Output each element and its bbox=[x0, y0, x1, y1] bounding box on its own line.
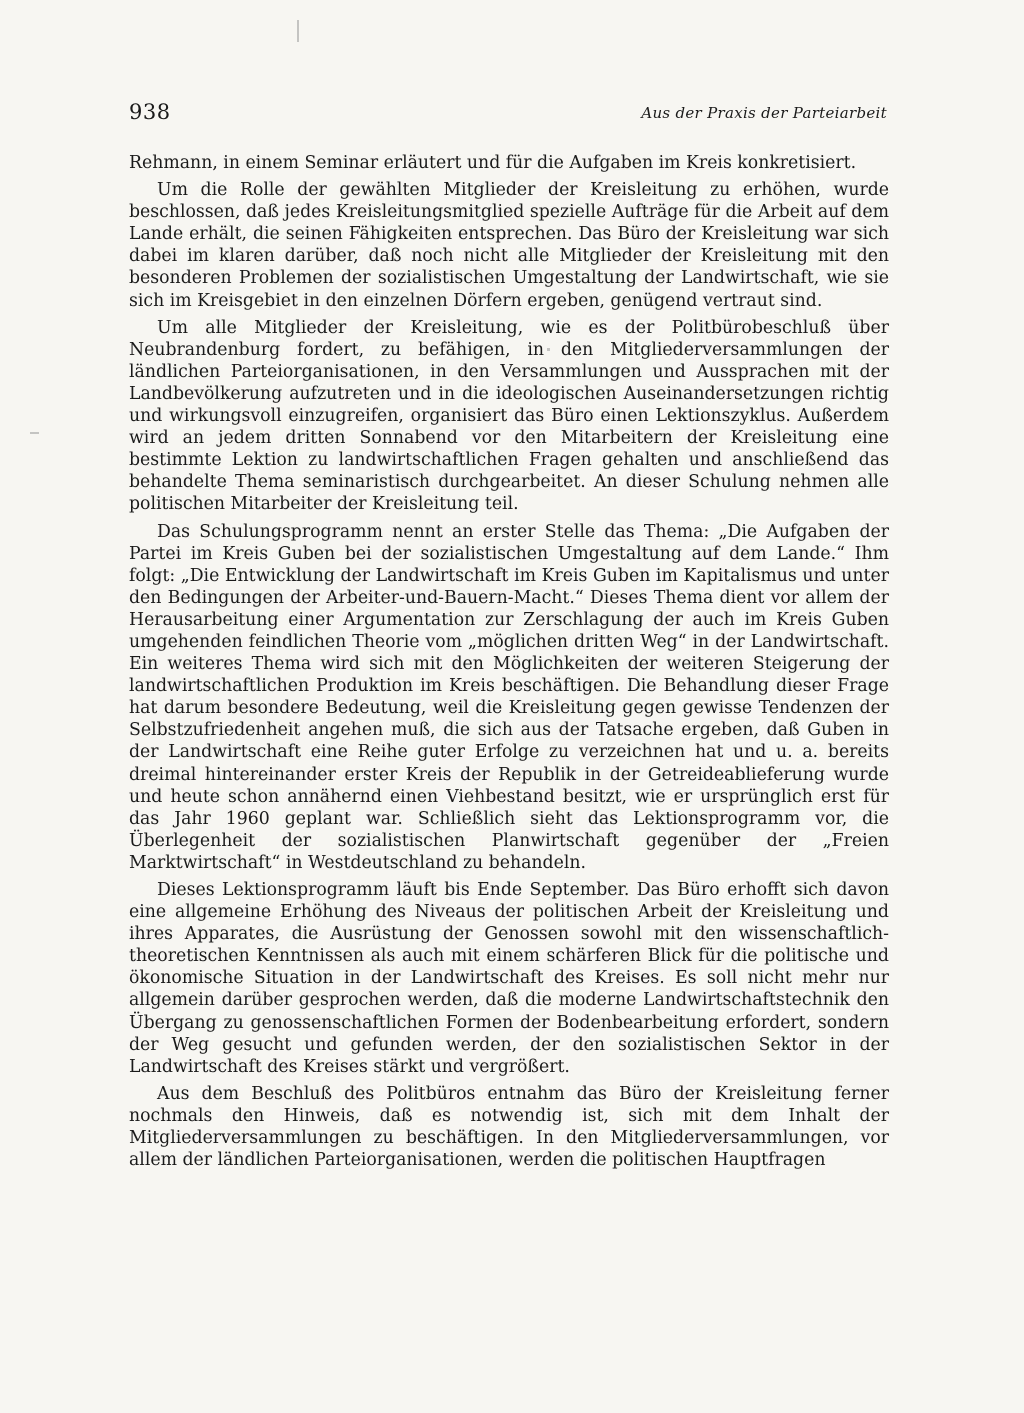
scan-artifact-mark bbox=[30, 432, 39, 434]
paragraph: Um alle Mitglieder der Kreisleitung, wie es der Politbürobeschluß über Neubrandenburg fordert, zu befähigen, in den Mitgliederversammlungen der ländlichen Parteiorganisationen, in den Versammlungen und Aussprachen mit der Landbevölkerung aufzutreten und in die ideologischen Auseinandersetzungen richtig und wirkungsvoll einzugreifen, organisiert das Büro einen Lektionszyklus. Außerdem wird an jedem dritten Sonnabend vor den Mitarbeitern der Kreisleitung eine bestimmte Lektion zu landwirtschaftlichen Fragen gehalten und anschließend das behandelte Thema seminaristisch durchgearbeitet. An dieser Schulung nehmen alle politischen Mitarbeiter der Kreisleitung teil. bbox=[129, 317, 889, 515]
paragraph: Das Schulungsprogramm nennt an erster Stelle das Thema: „Die Aufgaben der Partei im Kreis Guben bei der sozialistischen Umgestaltung auf dem Lande.“ Ihm folgt: „Die Entwicklung der Landwirtschaft im Kreis Guben im Kapitalismus und unter den Bedingungen der Arbeiter-und-Bauern-Macht.“ Dieses Thema dient vor allem der Herausarbeitung einer Argumentation zur Zerschlagung der auch im Kreis Guben umgehenden feindlichen Theorie vom „möglichen dritten Weg“ in der Landwirtschaft. Ein weiteres Thema wird sich mit den Möglichkeiten der weiteren Steigerung der landwirtschaftlichen Produktion im Kreis beschäftigen. Die Behandlung dieser Frage hat darum besondere Bedeutung, weil die Kreisleitung gegen gewisse Tendenzen der Selbstzufriedenheit angehen muß, die sich aus der Tatsache ergeben, daß Guben in der Landwirtschaft eine Reihe guter Erfolge zu verzeichnen hat und u. a. bereits dreimal hintereinander erster Kreis der Republik in der Getreideablieferung wurde und heute schon annähernd einen Viehbestand besitzt, wie er ursprünglich erst für das Jahr 1960 geplant war. Schließlich sieht das Lektionsprogramm vor, die Überlegenheit der sozialistischen Planwirtschaft gegenüber der „Freien Marktwirtschaft“ in Westdeutschland zu behandeln. bbox=[129, 521, 889, 873]
paragraph: Rehmann, in einem Seminar erläutert und für die Aufgaben im Kreis konkretisiert. bbox=[129, 153, 857, 173]
paragraph: Um die Rolle der gewählten Mitglieder der Kreisleitung zu erhöhen, wurde beschlossen, daß jedes Kreisleitungsmitglied spezielle Aufträge für die Arbeit auf dem Lande erhält, die seinen Fähigkeiten entsprechen. Das Büro der Kreisleitung war sich dabei im klaren darüber, daß noch nicht alle Mitglieder der Kreisleitung mit den besonderen Problemen der sozialistischen Umgestaltung der Landwirtschaft, wie sie sich im Kreisgebiet in den einzelnen Dörfern ergeben, genügend vertraut sind. bbox=[129, 180, 889, 311]
paragraph: Aus dem Beschluß des Politbüros entnahm das Büro der Kreisleitung ferner nochmals den Hinweis, daß es notwendig ist, sich mit dem Inhalt der Mitgliederversammlungen zu beschäftigen. In den Mitgliederversammlungen, vor allem der ländlichen Parteiorganisationen, werden die politischen Hauptfragen bbox=[129, 1083, 889, 1171]
scan-artifact-mark bbox=[297, 20, 299, 42]
body-text bbox=[129, 152, 889, 1171]
running-title: Aus der Praxis der Parteiarbeit bbox=[641, 104, 887, 122]
page-header bbox=[129, 100, 887, 130]
paragraph: Dieses Lektionsprogramm läuft bis Ende September. Das Büro erhofft sich davon eine allgemeine Erhöhung des Niveaus der politischen Arbeit der Kreisleitung und ihres Apparates, die Ausrüstung der Genossen sowohl mit den wissenschaftlich-theoretischen Kenntnissen als auch mit einem schärferen Blick für die politische und ökonomische Situation in der Landwirtschaft des Kreises. Es soll nicht mehr nur allgemein darüber gesprochen werden, daß die moderne Landwirtschaftstechnik den Übergang zu genossenschaftlichen Formen der Bodenbearbeitung erfordert, sondern der Weg gesucht und gefunden werden, der den sozialistischen Sektor in der Landwirtschaft des Kreises stärkt und vergrößert. bbox=[129, 880, 889, 1077]
page-number: 938 bbox=[129, 100, 171, 124]
